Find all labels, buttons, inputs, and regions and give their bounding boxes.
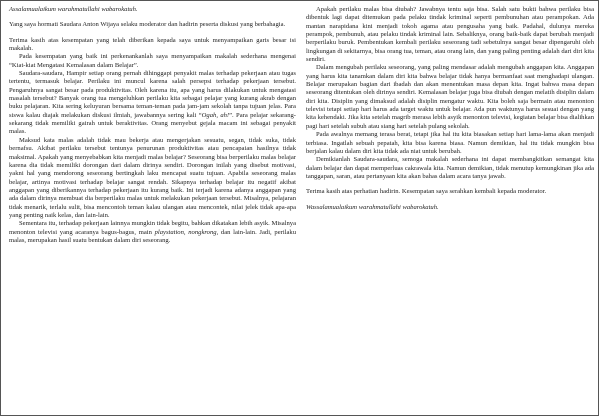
thanks-paragraph: Terima kasih atas kesempatan yang telah diberikan kepada saya untuk menyampaikan garis besar isi makalah. (9, 36, 296, 53)
body-paragraph: Maksud kata malas adalah tidak mau bekerja atau mengerjakan sesuatu, segan, tidak suka, tidak bernafsu. Akibat perilaku tersebut tentunya penurunan produktivitas atau pencapaian hasilnya tidak maksimal. Apakah yang menyebabkan kita menjadi malas belajar? Seseorang bisa berperilaku malas belajar karena dia tidak memiliki dorongan dari dalam dirinya sendiri. Dorongan inilah yang disebut motivasi, yakni hal yang mendorong seseorang bertingkah laku mencapai suatu tujuan. Apabila seseorang malas belajar, artinya motivasi terhadap belajar sangat rendah. Sikapnya terhadap belajar itu negatif akibat anggapan yang diberikannya terhadap pekerjaan itu kurang baik. Ini terjadi karena adanya anggapan yang ada dalam dirinya membuat dia berperilaku malas untuk melakukan pekerjaan tersebut. Misalnya, pelajaran tidak menarik, terlalu sulit, bisa mencontoh teman kalau ulangan atau mencontek, nilai jelek tidak apa-apa yang penting naik kelas, dan lain-lain. (9, 136, 296, 219)
right-column (306, 1, 594, 212)
body-paragraph: Pada awalnya memang terasa berat, tetapi jika hal itu kita biasakan setiap hari lama-lama akan menjadi terbiasa. Ingatlah sebuah pepatah, kita bisa karena biasa. Namun demikian, hal itu tidak mungkin bisa berjalan kalau dalam diri kita tidak ada niat untuk berubah. (306, 131, 594, 155)
closing-paragraph: Demikianlah Saudara-saudara, semoga makalah sederhana ini dapat membangkitkan semangat kita dalam belajar dan dapat memperluas cakrawala kita. Namun demikian, tidak menutup kemungkinan jika ada tanggapan, saran, atau pertanyaan kita akan bahas dalam acara tanya jawab. (306, 156, 594, 180)
left-column (9, 1, 296, 245)
address-paragraph: Yang saya hormati Saudara Anton Wijaya selaku moderator dan hadirin peserta diskusi yang berbahagia. (9, 21, 286, 29)
intro-paragraph: Pada kesempatan yang baik ini perkenankanlah saya menyampaikan makalah sederhana mengenai “Kiat-kiat Mengatasi Kemalasan dalam Belajar”. (9, 53, 296, 69)
body-paragraph: Apakah perilaku malas bisa diubah? Jawabnya tentu saja bisa. Salah satu bukti bahwa perilaku bisa dibentuk lagi dapat ditemukan pada pelaku tindak kriminal seperti pembunuhan atau perampokan. Ada mantan narapidana kini menjadi tokoh agama atau pengusaha yang baik. Padahal, dulunya mereka perampok, pembunuh, atau pelaku tindak kriminal lain. Sebaliknya, orang baik-baik dapat berubah menjadi berperilaku buruk. Pembentukan kembali perilaku seseorang tadi sebetulnya sangat besar dipengaruhi oleh lingkungan di sekitarnya, bisa orang tua, teman, atau orang lain, dan yang paling penting adalah dari diri kita sendiri. (306, 6, 594, 64)
body-paragraph: Sementara itu, terhadap pekerjaan lainnya mungkin tidak begitu, bahkan dikatakan lebih asyik. Misalnya menonton televisi yang acaranya bagus-bagus, main playstation, nongkrong, dan lain-lain. Jadi, perilaku malas, merupakan hasil suatu bentukan dalam diri seseorang. (9, 220, 296, 244)
thanks-closing-paragraph: Terima kasih atas perhatian hadirin. Kesempatan saya serahkan kembali kepada moderator. (306, 188, 547, 196)
body-paragraph: Dalam mengubah perilaku seseorang, yang paling mendasar adalah mengubah anggapan kita. Anggapan yang harus kita tanamkan dalam diri kita bahwa belajar tidak hanya bermanfaat saat menghadapi ulangan. Belajar merupakan bagian dari ibadah dan akan menentukan masa depan kita. Ingat bahwa masa depan seseorang ditentukan oleh dirinya sendiri. Kemalasan belajar juga bisa diubah dengan melatih disiplin dalam diri kita. Disiplin yang dimaksud adalah disiplin mengatur waktu. Kita boleh saja bermain atau menonton televisi tetapi setiap hari harus ada target waktu untuk belajar. Ada pun waktunya harus sesuai dengan yang kita kehendaki. Jika kita setelah magrib merasa lebih asyik menonton televisi, kegiatan belajar bisa dialihkan pagi hari setelah subuh atau siang hari setelah pulang sekolah. (306, 64, 594, 130)
closing-salam: Wassalamualaikum warahmatullahi wabarokatuh. (306, 203, 439, 211)
greeting-salam: Assalamualaikum warahmatullahi wabarokatuh. (9, 6, 138, 13)
body-paragraph: Saudara-saudara, Hampir setiap orang pernah dihinggapi penyakit malas terhadap pekerjaan atau tugas tertentu, termasuk belajar. Perilaku ini muncul karena salah persepsi terhadap pekerjaan tersebut. Pengaruhnya sangat besar pada produktivitas. Oleh karena itu, apa yang harus dilakukan untuk mengatasi masalah tersebut? Banyak orang tua mengeluhkan perilaku kita sebagai pelajar yang kurang akrab dengan buku pelajaran. Kita sering keluyuran bersama teman-teman pada jam-jam sekolah tanpa tujuan jelas. Para siswa kalau diajak melakukan diskusi ilmiah, jawabannya sering kali “Ogah, ah!”. Para pelajar sekarang-sekarang tidak memiliki gairah untuk beraktivitas. Orang menyebut gejala macam ini sebagai penyakit malas. (9, 70, 296, 136)
